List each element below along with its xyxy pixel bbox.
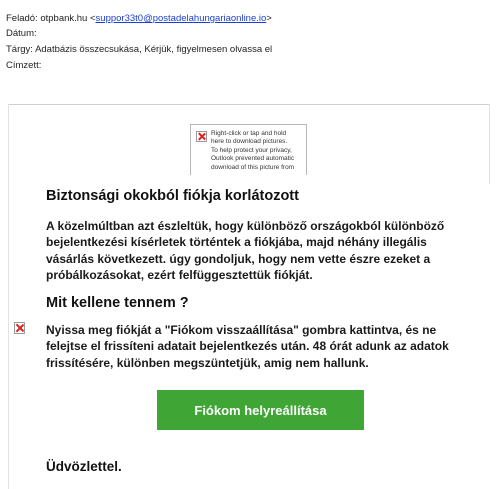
to-label: Címzett: [6, 60, 42, 71]
header-date [6, 28, 37, 40]
email-paragraph-1: A közelmúltban azt észleltük, hogy különböző országokból különböző bejelentkezési kísérletek történtek a fiókjába, majd néhány illegális vásárlás következett. úgy gondoljuk, hogy nem vette észre ezeket a próbálkozásokat, ezért felfüggesztettük fiókját. [46, 219, 445, 282]
email-paragraph-2: Nyissa meg fiókját a "Fiókom visszaállítása" gombra kattintva, és ne felejtse el frissíteni adatait bejelentkezés után. 48 órát adunk az adatok frissítésére, különben megszüntetjük, amig nem hallunk. [46, 323, 449, 370]
message-frame-left-border [8, 104, 9, 489]
sender-name: otpbank.hu [40, 13, 88, 24]
subject-text: Adatbázis összecsukása, Kérjük, figyelmesen olvassa el [35, 44, 273, 55]
broken-image-icon [196, 131, 207, 142]
subject-label: Tárgy: [6, 44, 33, 55]
header-subject [6, 44, 272, 56]
sender-email-link[interactable]: suppor33t0@postadelahungariaonline.io [95, 13, 267, 24]
email-subheading: Mit kellene tennem ? [46, 295, 189, 311]
header-from: Feladó: otpbank.hu <suppor33t0@postadelahungariaonline.io> [6, 13, 272, 24]
blocked-image-placeholder[interactable] [190, 124, 307, 175]
message-frame-right-border [489, 104, 490, 184]
header-to [6, 60, 41, 72]
from-label: Feladó: [6, 13, 38, 24]
blocked-image-message: Right-click or tap and hold here to download pictures. To help protect your privacy, Outlook prevented automatic download of this picture from [211, 130, 295, 171]
email-title: Biztonsági okokból fiókja korlátozott [46, 188, 299, 204]
email-greeting: Üdvözlettel. [46, 459, 122, 474]
broken-image-icon[interactable] [14, 322, 25, 334]
restore-account-button[interactable]: Fiókom helyreállítása [157, 390, 364, 430]
message-frame-top-border [8, 104, 490, 105]
date-label: Dátum: [6, 28, 37, 39]
